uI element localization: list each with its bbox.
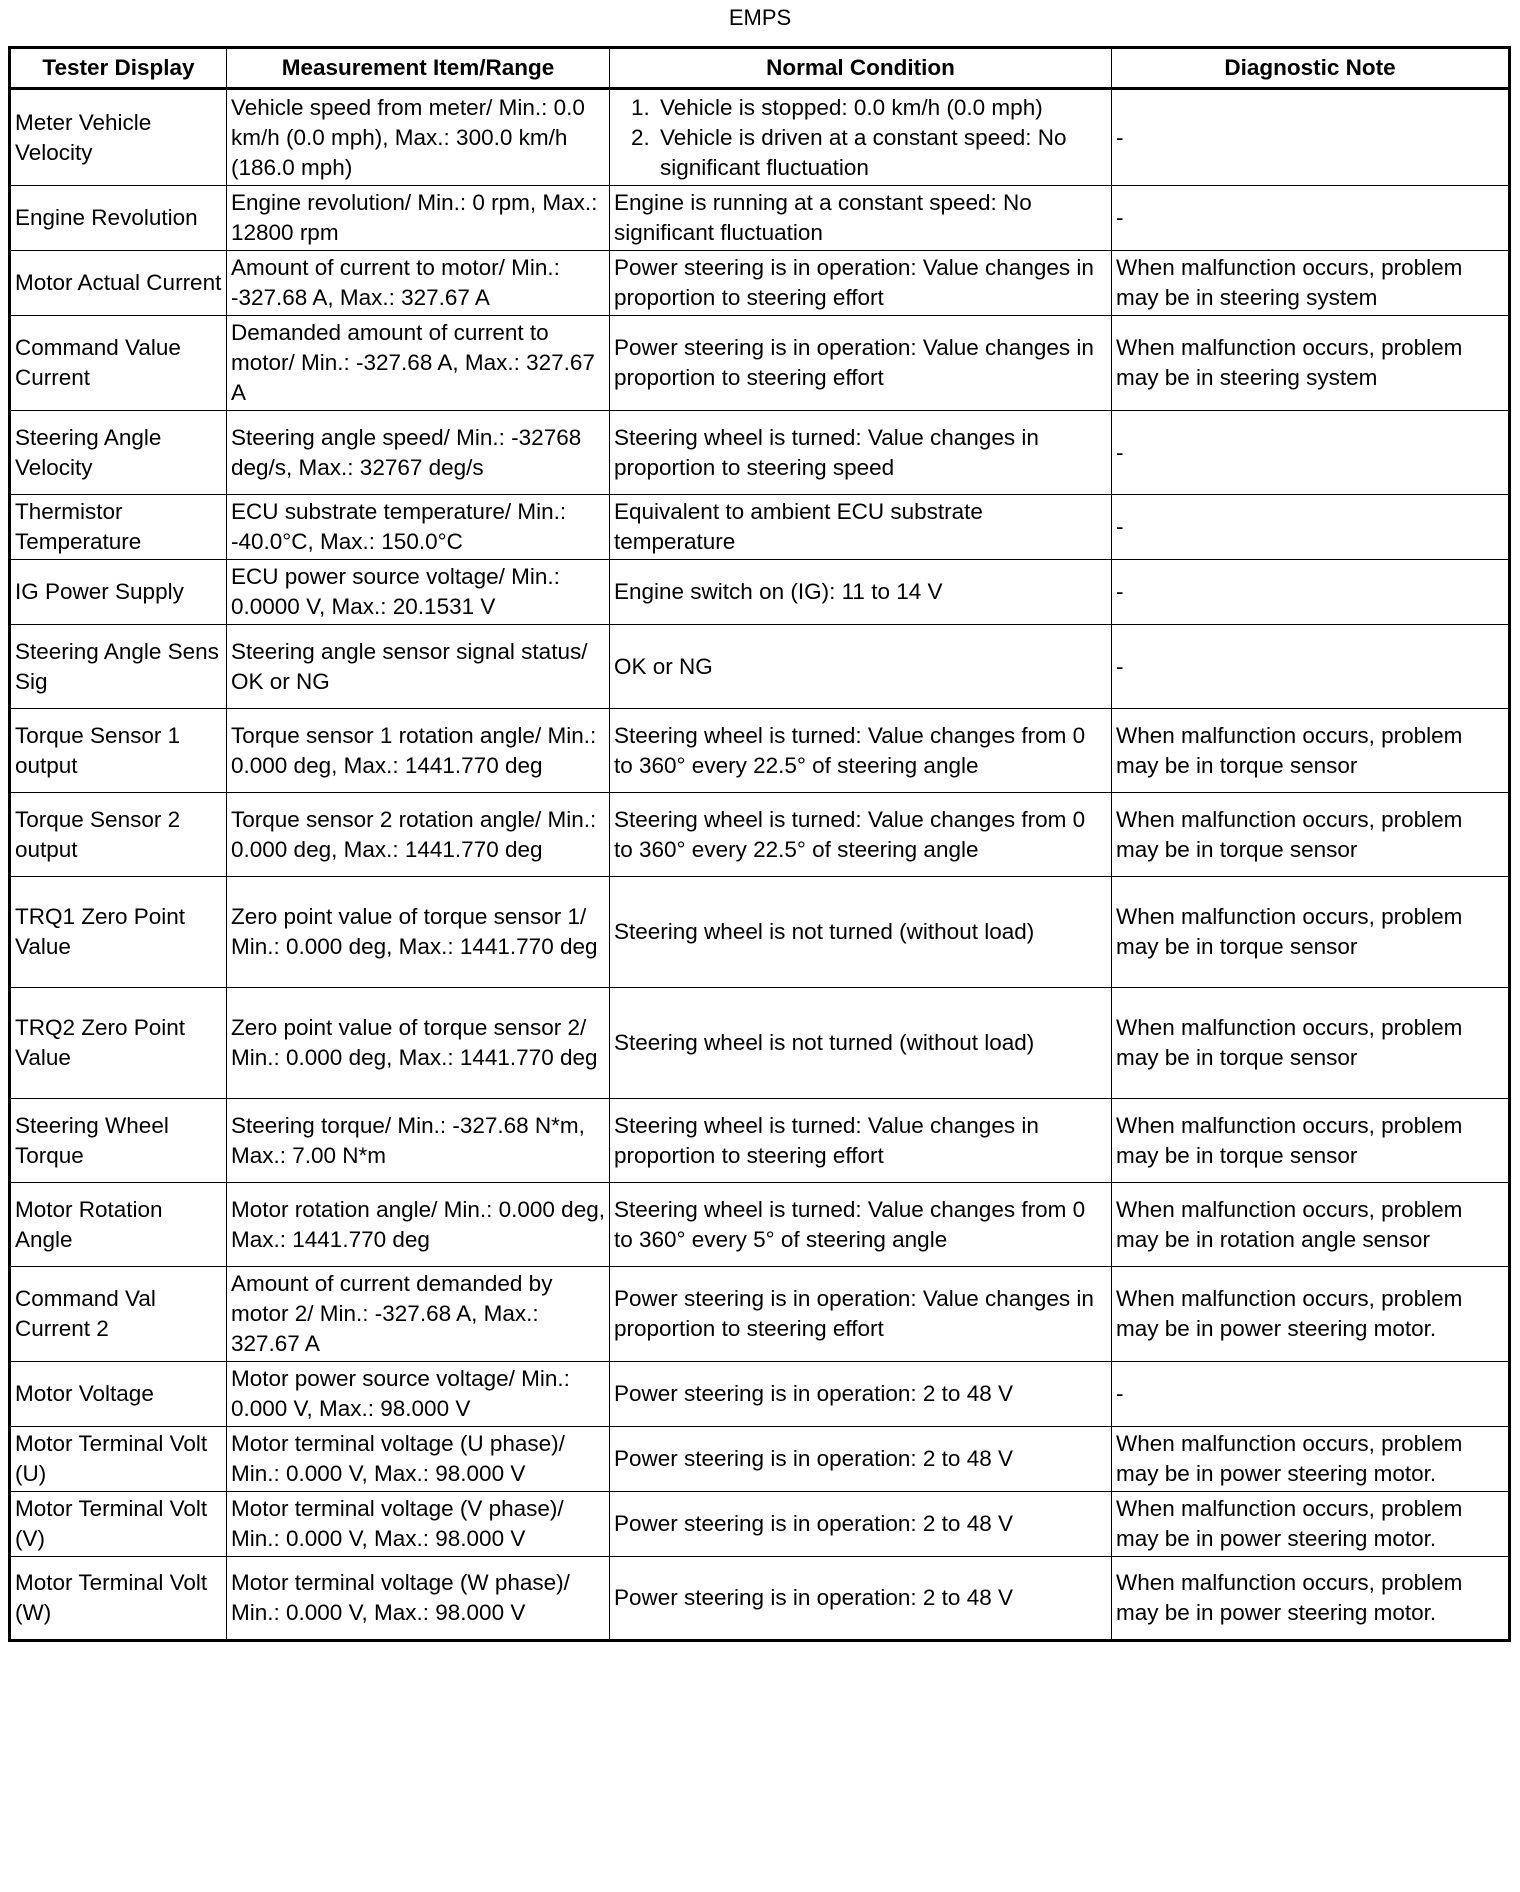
tester-display-cell: Steering Angle Velocity bbox=[10, 411, 227, 495]
diagnostic-note-cell: When malfunction occurs, problem may be in power steering motor. bbox=[1112, 1427, 1510, 1492]
measurement-range-cell: ECU power source voltage/ Min.: 0.0000 V, Max.: 20.1531 V bbox=[227, 560, 610, 625]
column-header-diagnostic-note: Diagnostic Note bbox=[1112, 48, 1510, 89]
measurement-range-cell: Motor terminal voltage (V phase)/ Min.: 0.000 V, Max.: 98.000 V bbox=[227, 1492, 610, 1557]
tester-display-cell: Motor Terminal Volt (U) bbox=[10, 1427, 227, 1492]
measurement-range-cell: Zero point value of torque sensor 2/ Min.: 0.000 deg, Max.: 1441.770 deg bbox=[227, 988, 610, 1099]
normal-condition-cell: Power steering is in operation: 2 to 48 V bbox=[610, 1557, 1112, 1641]
condition-list bbox=[614, 93, 1107, 183]
tester-display-cell: IG Power Supply bbox=[10, 560, 227, 625]
tester-display-cell: Steering Angle Sens Sig bbox=[10, 625, 227, 709]
diagnostic-note-cell: When malfunction occurs, problem may be in torque sensor bbox=[1112, 877, 1510, 988]
normal-condition-cell: Steering wheel is not turned (without load) bbox=[610, 877, 1112, 988]
normal-condition-cell: Power steering is in operation: Value changes in proportion to steering effort bbox=[610, 251, 1112, 316]
normal-condition-cell: Power steering is in operation: 2 to 48 V bbox=[610, 1362, 1112, 1427]
table-body bbox=[10, 89, 1510, 1641]
tester-display-cell: Meter Vehicle Velocity bbox=[10, 89, 227, 186]
normal-condition-cell: OK or NG bbox=[610, 625, 1112, 709]
condition-list-item: 2. Vehicle is driven at a constant speed: No significant fluctuation bbox=[656, 123, 1107, 183]
table-row bbox=[10, 251, 1510, 316]
tester-display-cell: TRQ2 Zero Point Value bbox=[10, 988, 227, 1099]
tester-display-cell: Engine Revolution bbox=[10, 186, 227, 251]
measurement-range-cell: Motor rotation angle/ Min.: 0.000 deg, Max.: 1441.770 deg bbox=[227, 1183, 610, 1267]
measurement-range-cell: Engine revolution/ Min.: 0 rpm, Max.: 12800 rpm bbox=[227, 186, 610, 251]
diagnostic-note-cell: When malfunction occurs, problem may be in torque sensor bbox=[1112, 988, 1510, 1099]
diagnostic-note-cell: - bbox=[1112, 560, 1510, 625]
measurement-range-cell: ECU substrate temperature/ Min.: -40.0°C, Max.: 150.0°C bbox=[227, 495, 610, 560]
normal-condition-cell: Steering wheel is not turned (without load) bbox=[610, 988, 1112, 1099]
table-row bbox=[10, 1267, 1510, 1362]
emps-table bbox=[8, 46, 1511, 1642]
tester-display-cell: Motor Terminal Volt (W) bbox=[10, 1557, 227, 1641]
measurement-range-cell: Motor terminal voltage (W phase)/ Min.: 0.000 V, Max.: 98.000 V bbox=[227, 1557, 610, 1641]
normal-condition-cell: Steering wheel is turned: Value changes from 0 to 360° every 5° of steering angle bbox=[610, 1183, 1112, 1267]
normal-condition-cell bbox=[610, 89, 1112, 186]
diagnostic-note-cell: - bbox=[1112, 89, 1510, 186]
table-row bbox=[10, 793, 1510, 877]
diagnostic-note-cell: When malfunction occurs, problem may be in torque sensor bbox=[1112, 1099, 1510, 1183]
table-row bbox=[10, 1427, 1510, 1492]
measurement-range-cell: Motor power source voltage/ Min.: 0.000 V, Max.: 98.000 V bbox=[227, 1362, 610, 1427]
tester-display-cell: Motor Actual Current bbox=[10, 251, 227, 316]
tester-display-cell: Torque Sensor 1 output bbox=[10, 709, 227, 793]
table-row bbox=[10, 988, 1510, 1099]
tester-display-cell: Motor Terminal Volt (V) bbox=[10, 1492, 227, 1557]
normal-condition-cell: Steering wheel is turned: Value changes from 0 to 360° every 22.5° of steering angle bbox=[610, 709, 1112, 793]
page-title: EMPS bbox=[728, 5, 792, 30]
diagnostic-note-cell: When malfunction occurs, problem may be in torque sensor bbox=[1112, 709, 1510, 793]
table-row bbox=[10, 495, 1510, 560]
tester-display-cell: Motor Rotation Angle bbox=[10, 1183, 227, 1267]
diagnostic-note-cell: - bbox=[1112, 186, 1510, 251]
normal-condition-cell: Power steering is in operation: 2 to 48 V bbox=[610, 1492, 1112, 1557]
diagnostic-note-cell: When malfunction occurs, problem may be in power steering motor. bbox=[1112, 1492, 1510, 1557]
tester-display-cell: Motor Voltage bbox=[10, 1362, 227, 1427]
table-row bbox=[10, 560, 1510, 625]
measurement-range-cell: Demanded amount of current to motor/ Min.: -327.68 A, Max.: 327.67 A bbox=[227, 316, 610, 411]
table-row bbox=[10, 186, 1510, 251]
measurement-range-cell: Zero point value of torque sensor 1/ Min.: 0.000 deg, Max.: 1441.770 deg bbox=[227, 877, 610, 988]
normal-condition-cell: Engine switch on (IG): 11 to 14 V bbox=[610, 560, 1112, 625]
measurement-range-cell: Torque sensor 2 rotation angle/ Min.: 0.000 deg, Max.: 1441.770 deg bbox=[227, 793, 610, 877]
normal-condition-cell: Equivalent to ambient ECU substrate temperature bbox=[610, 495, 1112, 560]
measurement-range-cell: Steering torque/ Min.: -327.68 N*m, Max.: 7.00 N*m bbox=[227, 1099, 610, 1183]
diagnostic-note-cell: When malfunction occurs, problem may be in power steering motor. bbox=[1112, 1267, 1510, 1362]
diagnostic-note-cell: When malfunction occurs, problem may be in power steering motor. bbox=[1112, 1557, 1510, 1641]
tester-display-cell: TRQ1 Zero Point Value bbox=[10, 877, 227, 988]
measurement-range-cell: Amount of current demanded by motor 2/ Min.: -327.68 A, Max.: 327.67 A bbox=[227, 1267, 610, 1362]
measurement-range-cell: Steering angle sensor signal status/ OK or NG bbox=[227, 625, 610, 709]
normal-condition-cell: Power steering is in operation: 2 to 48 V bbox=[610, 1427, 1112, 1492]
table-row bbox=[10, 411, 1510, 495]
column-header-normal-condition: Normal Condition bbox=[610, 48, 1112, 89]
table-row bbox=[10, 1362, 1510, 1427]
normal-condition-cell: Engine is running at a constant speed: No significant fluctuation bbox=[610, 186, 1112, 251]
table-row bbox=[10, 877, 1510, 988]
diagnostic-note-cell: - bbox=[1112, 495, 1510, 560]
diagnostic-note-cell: - bbox=[1112, 625, 1510, 709]
table-row bbox=[10, 1183, 1510, 1267]
diagnostic-note-cell: When malfunction occurs, problem may be in torque sensor bbox=[1112, 793, 1510, 877]
tester-display-cell: Thermistor Temperature bbox=[10, 495, 227, 560]
measurement-range-cell: Steering angle speed/ Min.: -32768 deg/s, Max.: 32767 deg/s bbox=[227, 411, 610, 495]
table-row bbox=[10, 1099, 1510, 1183]
diagnostic-note-cell: When malfunction occurs, problem may be in rotation angle sensor bbox=[1112, 1183, 1510, 1267]
table-row bbox=[10, 316, 1510, 411]
measurement-range-cell: Torque sensor 1 rotation angle/ Min.: 0.000 deg, Max.: 1441.770 deg bbox=[227, 709, 610, 793]
normal-condition-cell: Steering wheel is turned: Value changes in proportion to steering speed bbox=[610, 411, 1112, 495]
condition-list-item: 1. Vehicle is stopped: 0.0 km/h (0.0 mph) bbox=[656, 93, 1107, 123]
diagnostic-note-cell: - bbox=[1112, 1362, 1510, 1427]
normal-condition-cell: Steering wheel is turned: Value changes in proportion to steering effort bbox=[610, 1099, 1112, 1183]
tester-display-cell: Torque Sensor 2 output bbox=[10, 793, 227, 877]
diagnostic-note-cell: - bbox=[1112, 411, 1510, 495]
diagnostic-note-cell: When malfunction occurs, problem may be in steering system bbox=[1112, 251, 1510, 316]
tester-display-cell: Command Val Current 2 bbox=[10, 1267, 227, 1362]
tester-display-cell: Command Value Current bbox=[10, 316, 227, 411]
table-row bbox=[10, 1492, 1510, 1557]
table-row bbox=[10, 709, 1510, 793]
tester-display-cell: Steering Wheel Torque bbox=[10, 1099, 227, 1183]
normal-condition-cell: Steering wheel is turned: Value changes from 0 to 360° every 22.5° of steering angle bbox=[610, 793, 1112, 877]
normal-condition-cell: Power steering is in operation: Value changes in proportion to steering effort bbox=[610, 316, 1112, 411]
measurement-range-cell: Motor terminal voltage (U phase)/ Min.: 0.000 V, Max.: 98.000 V bbox=[227, 1427, 610, 1492]
diagnostic-note-cell: When malfunction occurs, problem may be in steering system bbox=[1112, 316, 1510, 411]
measurement-range-cell: Vehicle speed from meter/ Min.: 0.0 km/h (0.0 mph), Max.: 300.0 km/h (186.0 mph) bbox=[227, 89, 610, 186]
table-row bbox=[10, 1557, 1510, 1641]
table-header-row bbox=[10, 48, 1510, 89]
normal-condition-cell: Power steering is in operation: Value changes in proportion to steering effort bbox=[610, 1267, 1112, 1362]
table-row bbox=[10, 89, 1510, 186]
measurement-range-cell: Amount of current to motor/ Min.: -327.68 A, Max.: 327.67 A bbox=[227, 251, 610, 316]
column-header-tester-display: Tester Display bbox=[10, 48, 227, 89]
column-header-measurement-item: Measurement Item/Range bbox=[227, 48, 610, 89]
table-row bbox=[10, 625, 1510, 709]
